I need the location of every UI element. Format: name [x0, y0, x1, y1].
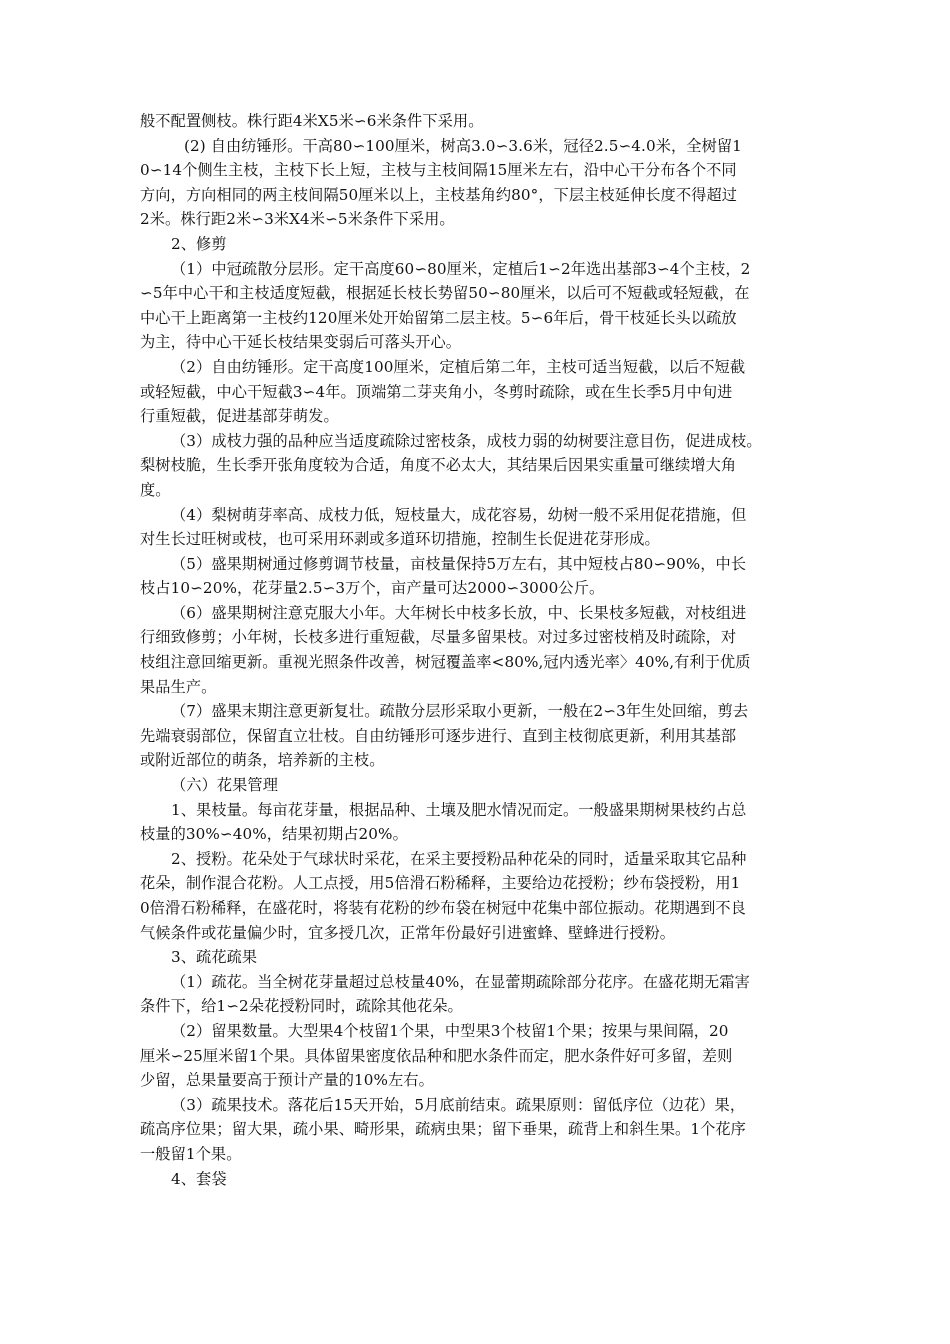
text-line: (2) 自由纺锤形。干高80∽100厘米，树高3.0∽3.6米，冠径2.5∽4.0米，全树留1 — [184, 136, 742, 155]
text-line: 行重短截，促进基部芽萌发。 — [140, 407, 339, 426]
text-line: 3、疏花疏果 — [171, 948, 258, 967]
text-line: （6）盛果期树注意克服大小年。大年树长中枝多长放，中、长果枝多短截，对枝组进 — [171, 603, 747, 622]
text-line: ∽5年中心干和主枝适度短截，根据延长枝长势留50∽80厘米，以后可不短截或轻短截，在 — [140, 284, 750, 303]
text-line: 4、套袋 — [171, 1169, 227, 1188]
text-line: （1）疏花。当全树花芽量超过总枝量40%，在显蕾期疏除部分花序。在盛花期无霜害 — [171, 972, 750, 991]
text-line: 对生长过旺树或枝，也可采用环剥或多道环切措施，控制生长促进花芽形成。 — [140, 530, 660, 549]
text-line: 或轻短截，中心干短截3∽4年。顶端第二芽夹角小，冬剪时疏除，或在生长季5月中旬进 — [140, 382, 733, 401]
text-line: 气候条件或花量偏少时，宜多授几次，正常年份最好引进蜜蜂、壁蜂进行授粉。 — [140, 923, 676, 942]
text-line: （7）盛果末期注意更新复壮。疏散分层形采取小更新，一般在2∽3年生处回缩，剪去 — [171, 702, 749, 721]
text-line: 枝占10∽20%，花芽量2.5∽3万个，亩产量可达2000∽3000公斤。 — [140, 579, 605, 598]
text-line: 0∽14个侧生主枝，主枝下长上短，主枝与主枝间隔15厘米左右，沿中心干分布各个不同 — [140, 161, 737, 180]
text-line: 2米。株行距2米∽3米X4米∽5米条件下采用。 — [140, 210, 455, 229]
text-line: 为主，待中心干延长枝结果变弱后可落头开心。 — [140, 333, 462, 352]
text-line: 般不配置侧枝。株行距4米X5米∽6米条件下采用。 — [140, 112, 484, 130]
text-line: （1）中冠疏散分层形。定干高度60∽80厘米，定植后1∽2年选出基部3∽4个主枝，2 — [171, 259, 751, 278]
text-line: （3）成枝力强的品种应当适度疏除过密枝条，成枝力弱的幼树要注意目伤，促进成枝。 — [171, 431, 762, 450]
text-line: （5）盛果期树通过修剪调节枝量，亩枝量保持5万左右，其中短枝占80∽90%，中长 — [171, 554, 747, 573]
text-line: 一般留1个果。 — [140, 1144, 242, 1163]
text-line: （2）自由纺锤形。定干高度100厘米，定植后第二年，主枝可适当短截，以后不短截 — [171, 357, 746, 376]
text-line: 2、修剪 — [171, 234, 227, 253]
text-line: 枝组注意回缩更新。重视光照条件改善，树冠覆盖率<80%,冠内透光率〉40%,有利于优质 — [140, 653, 751, 672]
text-line: 疏高序位果；留大果，疏小果、畸形果，疏病虫果；留下垂果，疏背上和斜生果。1个花序 — [140, 1120, 746, 1139]
text-line: 度。 — [140, 480, 171, 499]
text-line: （2）留果数量。大型果4个枝留1个果，中型果3个枝留1个果；按果与果间隔，20 — [171, 1021, 729, 1040]
text-line: 中心干上距离第一主枝约120厘米处开始留第二层主枝。5∽6年后，骨干枝延长头以疏放 — [140, 308, 737, 327]
text-line: 少留，总果量要高于预计产量的10%左右。 — [140, 1071, 434, 1090]
text-line: （六）花果管理 — [171, 776, 279, 795]
text-line: （3）疏果技术。落花后15天开始，5月底前结束。疏果原则：留低序位（边花）果， — [171, 1095, 746, 1114]
text-line: 或附近部位的萌条，培养新的主枝。 — [140, 751, 385, 770]
text-line: 方向，方向相同的两主枝间隔50厘米以上，主枝基角约80°，下层主枝延伸长度不得超过 — [140, 185, 738, 204]
text-line: 2、授粉。花朵处于气球状时采花，在采主要授粉品种花朵的同时，适量采取其它品种 — [171, 849, 747, 868]
text-line: （4）梨树萌芽率高、成枝力低，短枝量大，成花容易，幼树一般不采用促花措施，但 — [171, 505, 747, 524]
text-line: 厘米∽25厘米留1个果。具体留果密度依品种和肥水条件而定，肥水条件好可多留，差则 — [140, 1046, 733, 1065]
text-line: 1、果枝量。每亩花芽量，根据品种、土壤及肥水情况而定。一般盛果期树果枝约占总 — [171, 800, 747, 819]
text-line: 梨树枝脆，生长季开张角度较为合适，角度不必太大，其结果后因果实重量可继续增大角 — [140, 456, 737, 475]
text-line: 果品生产。 — [140, 677, 217, 696]
text-line: 条件下，给1∽2朵花授粉同时，疏除其他花朵。 — [140, 997, 463, 1016]
text-line: 先端衰弱部位，保留直立壮枝。自由纺锤形可逐步进行、直到主枝彻底更新，利用其基部 — [140, 726, 737, 745]
text-line: 0倍滑石粉稀释，在盛花时，将装有花粉的纱布袋在树冠中花集中部位振动。花期遇到不良 — [140, 899, 746, 917]
text-line: 行细致修剪；小年树，长枝多进行重短截，尽量多留果枝。对过多过密枝梢及时疏除，对 — [140, 628, 737, 647]
document-body — [140, 109, 820, 1191]
text-line: 花朵，制作混合花粉。人工点授，用5倍滑石粉稀释，主要给边花授粉；纱布袋授粉，用1 — [140, 874, 741, 893]
text-line: 枝量的30%∽40%，结果初期占20%。 — [140, 825, 408, 844]
